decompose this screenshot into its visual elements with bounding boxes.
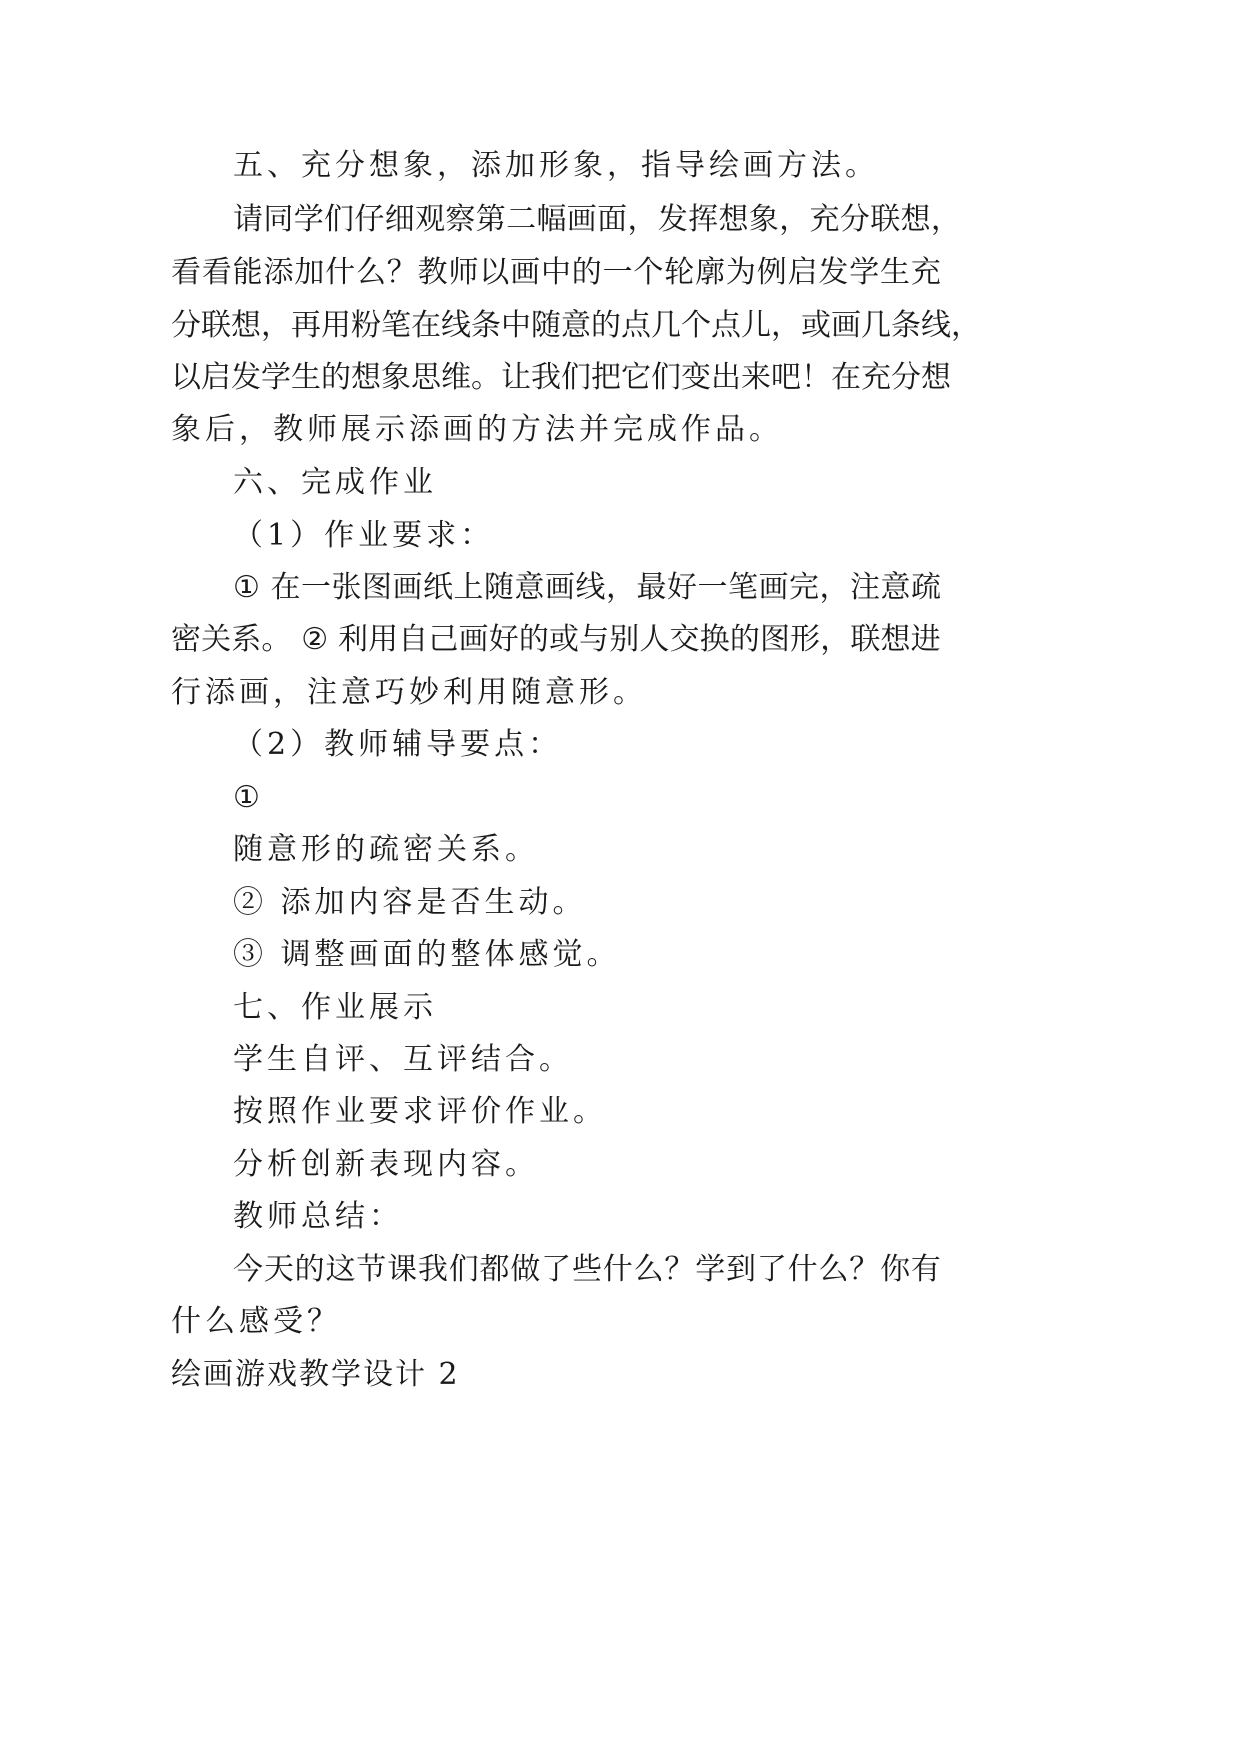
paragraph-line: ① 在 一 张 图 画 纸 上 随 意 画 线 ， 最 好 一 笔 画 完 ， 注 意 疏: [233, 570, 941, 605]
list-item: ② 添加内容是否生动。: [233, 885, 587, 920]
subheading-guidance: （2）教师辅导要点：: [233, 727, 563, 762]
paragraph-line: 按照作业要求评价作业。: [233, 1094, 607, 1129]
paragraph-line: 象后，教师展示添画的方法并完成作品。: [171, 412, 783, 447]
paragraph-line: 行添画，注意巧妙利用随意形。: [171, 675, 647, 710]
section-heading-6: 六、完成作业: [233, 465, 437, 500]
paragraph-line: 请 同 学 们 仔 细 观 察 第 二 幅 画 面 ， 发 挥 想 象 ， 充 分 联 想 ，: [233, 202, 961, 237]
paragraph-line: 分析创新表现内容。: [233, 1147, 539, 1182]
paragraph-line: 学生自评、互评结合。: [233, 1042, 573, 1077]
section-heading-7: 七、作业展示: [233, 990, 437, 1025]
paragraph-line: 什么感受？: [171, 1304, 341, 1339]
list-marker: ①: [233, 780, 264, 815]
document-title: 绘画游戏教学设计 2: [171, 1357, 460, 1392]
subheading-requirements: （1）作业要求：: [233, 518, 495, 553]
paragraph-line: 密 关 系 。 ② 利 用 自 己 画 好 的 或 与 别 人 交 换 的 图 形 ， 联 想 进: [171, 622, 941, 657]
paragraph-line: 看 看 能 添 加 什 么 ？ 教 师 以 画 中 的 一 个 轮 廓 为 例 启 发 学 生 充: [171, 255, 941, 290]
list-item: ③ 调整画面的整体感觉。: [233, 937, 621, 972]
paragraph-line: 教师总结：: [233, 1199, 403, 1234]
list-item: 随意形的疏密关系。: [233, 832, 539, 867]
paragraph-line: 以 启 发 学 生 的 想 象 思 维 。 让 我 们 把 它 们 变 出 来 吧 ！ 在 充 分 想: [171, 360, 951, 395]
section-heading-5: 五、充分想象，添加形象，指导绘画方法。: [233, 148, 879, 183]
paragraph-line: 分 联 想 ， 再 用 粉 笔 在 线 条 中 随 意 的 点 几 个 点 儿 ， 或 画 几 条 线 ，: [171, 308, 981, 343]
paragraph-line: 今 天 的 这 节 课 我 们 都 做 了 些 什 么 ？ 学 到 了 什 么 ？ 你 有: [233, 1252, 941, 1287]
